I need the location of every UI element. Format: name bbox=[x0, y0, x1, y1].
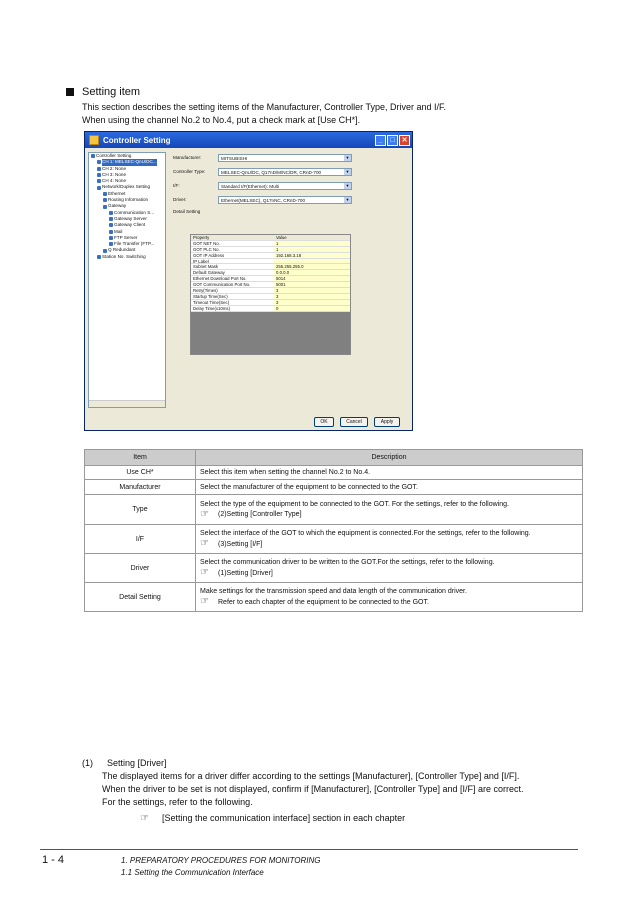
description-cell bbox=[196, 480, 583, 495]
tree-item-label: Routing Information bbox=[108, 197, 149, 203]
tree-node-icon bbox=[109, 217, 113, 221]
description-header: Description bbox=[196, 450, 583, 466]
tree-item-label: CH 3: None bbox=[102, 171, 127, 177]
property-value: 5001 bbox=[274, 282, 350, 287]
footer-chapter: 1. PREPARATORY PROCEDURES FOR MONITORING bbox=[121, 856, 321, 865]
description-cell bbox=[196, 466, 583, 480]
setting-heading: Setting [Driver] bbox=[107, 758, 167, 768]
window-titlebar bbox=[85, 132, 412, 148]
tree-node-icon bbox=[103, 198, 107, 202]
property-name: Delay Time(x10ms) bbox=[191, 306, 274, 311]
tree-node-icon bbox=[91, 154, 95, 158]
property-value: 0.0.0.0 bbox=[274, 270, 350, 275]
pointing-hand-icon: ☞ bbox=[200, 538, 209, 549]
tree-node-icon bbox=[109, 223, 113, 227]
tree-node-icon bbox=[103, 192, 107, 196]
tree-node-icon bbox=[109, 242, 113, 246]
chevron-down-icon: ▼ bbox=[345, 183, 350, 188]
tree-item-label: FTP Server bbox=[114, 234, 138, 240]
manufacturer-select[interactable] bbox=[218, 154, 352, 162]
if-label: I/F: bbox=[173, 183, 180, 188]
property-name: Subnet Mask bbox=[191, 264, 274, 269]
settings-tree[interactable] bbox=[88, 152, 166, 408]
pointing-hand-icon: ☞ bbox=[200, 596, 209, 607]
property-name: GOT IP Address bbox=[191, 253, 274, 258]
description-cell bbox=[196, 583, 583, 612]
description-cell bbox=[196, 554, 583, 583]
property-value: 1 bbox=[274, 241, 350, 246]
manufacturer-value: MITSUBISHI bbox=[221, 156, 248, 161]
footer-divider bbox=[40, 849, 578, 850]
setting-line-1: The displayed items for a driver differ according to the settings [Manufacturer], [Controller Type] and [I/F]. bbox=[102, 771, 520, 781]
page-number: 1 - 4 bbox=[42, 854, 65, 866]
controller-type-label: Controller Type: bbox=[173, 169, 206, 174]
intro-line-2: When using the channel No.2 to No.4, put a check mark at [Use CH*]. bbox=[82, 115, 361, 125]
pointing-hand-icon: ☞ bbox=[200, 567, 209, 578]
setting-line-2: When the driver to be set is not displayed, confirm if [Manufacturer], [Controller Type] and [I/F] are correct. bbox=[102, 784, 524, 794]
pointing-hand-icon: ☞ bbox=[200, 508, 209, 520]
bullet-square-icon bbox=[66, 88, 74, 96]
description-cell bbox=[196, 495, 583, 525]
property-value bbox=[274, 259, 350, 264]
tree-node-icon bbox=[97, 179, 101, 183]
property-value: 5014 bbox=[274, 276, 350, 281]
property-value: 3 bbox=[274, 294, 350, 299]
item-header: Item bbox=[85, 450, 196, 466]
property-name: Ethernet Download Port No. bbox=[191, 276, 274, 281]
description-text: Select the communication driver to be written to the GOT.For the settings, refer to the following. bbox=[200, 559, 495, 566]
window-title: Controller Setting bbox=[103, 135, 171, 145]
reference-text: Refer to each chapter of the equipment to be connected to the GOT. bbox=[218, 598, 429, 606]
if-select[interactable] bbox=[218, 182, 352, 190]
table-row bbox=[85, 466, 583, 480]
manufacturer-label: Manufacturer: bbox=[173, 155, 202, 160]
tree-item-label: Controller Setting bbox=[96, 153, 132, 158]
tree-item-label: Communication S... bbox=[114, 209, 155, 215]
description-text: Select the type of the equipment to be connected to the GOT. For the settings, refer to the following. bbox=[200, 500, 509, 508]
property-name: Retry(Times) bbox=[191, 288, 274, 293]
item-table bbox=[84, 449, 583, 612]
property-name: Timeout Time(Sec) bbox=[191, 300, 274, 305]
property-name: GOT Communication Port No. bbox=[191, 282, 274, 287]
tree-item-label: Ethernet bbox=[108, 190, 126, 196]
setting-ref: [Setting the communication interface] section in each chapter bbox=[162, 813, 406, 823]
tree-item-label: CH 4: None bbox=[102, 178, 127, 184]
property-value: Value bbox=[274, 235, 350, 240]
reference bbox=[200, 569, 578, 577]
reference-text: (2)Setting [Controller Type] bbox=[218, 511, 302, 518]
tree-node-icon bbox=[97, 160, 101, 164]
controller-type-value: MELSEC-QnU/DC, Q17nD/M/NC/DR, CRnD-700 bbox=[221, 170, 322, 175]
table-row bbox=[85, 525, 583, 554]
property-name: IP Label bbox=[191, 259, 274, 264]
driver-label: Driver: bbox=[173, 197, 187, 202]
tree-item-label: Gateway Server bbox=[114, 215, 147, 221]
cancel-button[interactable]: Cancel bbox=[340, 417, 368, 427]
item-cell: Type bbox=[85, 495, 196, 525]
controller-type-select[interactable] bbox=[218, 168, 352, 176]
tree-node-icon bbox=[97, 167, 101, 171]
description-text: Select the interface of the GOT to which the equipment is connected.For the settings, refer to the following. bbox=[200, 530, 531, 537]
tree-node-icon bbox=[109, 236, 113, 240]
item-cell: I/F bbox=[85, 525, 196, 554]
property-value: 3 bbox=[274, 300, 350, 305]
driver-value: Ethernet(MELSEC), Q17nNC, CRnD-700 bbox=[221, 198, 305, 203]
table-row bbox=[85, 554, 583, 583]
tree-item[interactable] bbox=[89, 254, 165, 260]
tree-item-label: Q Redundant bbox=[108, 247, 136, 253]
setting-driver-section bbox=[82, 757, 524, 825]
property-name: Default Gateway bbox=[191, 270, 274, 275]
chevron-down-icon: ▼ bbox=[345, 197, 350, 202]
tree-item-label: CH 2: None bbox=[102, 165, 127, 171]
property-name: GOT PLC No. bbox=[191, 247, 274, 252]
property-value: 0 bbox=[274, 306, 350, 311]
item-cell: Detail Setting bbox=[85, 583, 196, 612]
tree-node-icon bbox=[97, 255, 101, 259]
property-name: Property bbox=[191, 235, 274, 240]
tree-node-icon bbox=[97, 186, 101, 190]
property-name: Startup Time(Sec) bbox=[191, 294, 274, 299]
section-heading bbox=[66, 86, 140, 98]
item-cell: Use CH* bbox=[85, 466, 196, 480]
reference-text: (3)Setting [I/F] bbox=[218, 540, 263, 548]
pointing-hand-icon: ☞ bbox=[140, 812, 149, 824]
tree-item-label: Gateway Client bbox=[114, 222, 146, 228]
section-title: Setting item bbox=[82, 86, 141, 98]
tree-item-label: Station No. Switching bbox=[102, 253, 146, 259]
tree-node-icon bbox=[97, 173, 101, 177]
property-value: 255.255.255.0 bbox=[274, 264, 350, 269]
setting-number: (1) bbox=[82, 758, 93, 768]
tree-scrollbar[interactable] bbox=[89, 400, 165, 407]
property-value: 192.168.3.18 bbox=[274, 253, 350, 258]
reference bbox=[200, 540, 578, 548]
tree-item-label: Gateway bbox=[108, 203, 127, 209]
reference-text: (1)Setting [Driver] bbox=[218, 569, 273, 577]
maximize-icon[interactable]: □ bbox=[387, 135, 398, 146]
property-grid[interactable] bbox=[190, 234, 351, 355]
table-row bbox=[85, 495, 583, 525]
table-row bbox=[85, 480, 583, 495]
close-icon[interactable]: ✕ bbox=[399, 135, 410, 146]
tree-item-label: Network/Duplex Setting bbox=[102, 184, 151, 190]
controller-setting-window bbox=[84, 131, 413, 431]
tree-item-label: Mail bbox=[114, 228, 123, 234]
tree-item-label: File Transfer (FTP... bbox=[114, 241, 155, 247]
chevron-down-icon: ▼ bbox=[345, 155, 350, 160]
description-text: Make settings for the transmission speed and data length of the communication driver. bbox=[200, 588, 467, 595]
chevron-down-icon: ▼ bbox=[345, 169, 350, 174]
tree-node-icon bbox=[109, 230, 113, 234]
apply-button[interactable]: Apply bbox=[374, 417, 400, 427]
tree-item-label: CH 1: MELSEC-QnU/DC... bbox=[102, 159, 157, 165]
tree-node-icon bbox=[103, 249, 107, 253]
detail-setting-label: Detail Setting bbox=[173, 209, 201, 214]
description-text: Select this item when setting the channel No.2 to No.4. bbox=[200, 469, 371, 476]
table-row bbox=[85, 583, 583, 612]
if-value: Standard I/F(Ethernet): Multi bbox=[221, 184, 279, 189]
description-cell bbox=[196, 525, 583, 554]
item-cell: Manufacturer bbox=[85, 480, 196, 495]
reference bbox=[200, 508, 578, 520]
driver-select[interactable] bbox=[218, 196, 352, 204]
setting-line-3: For the settings, refer to the following. bbox=[102, 797, 253, 807]
footer-section: 1.1 Setting the Communication Interface bbox=[121, 868, 264, 877]
property-name: GOT NET No. bbox=[191, 241, 274, 246]
ok-button[interactable]: OK bbox=[314, 417, 334, 427]
app-icon bbox=[89, 135, 99, 145]
tree-node-icon bbox=[109, 211, 113, 215]
property-row[interactable] bbox=[191, 306, 350, 312]
description-text: Select the manufacturer of the equipment to be connected to the GOT. bbox=[200, 483, 418, 491]
tree-node-icon bbox=[103, 205, 107, 209]
reference bbox=[200, 598, 578, 606]
intro-line-1: This section describes the setting items of the Manufacturer, Controller Type, Driver and I/F. bbox=[82, 102, 446, 112]
property-value: 3 bbox=[274, 288, 350, 293]
item-cell: Driver bbox=[85, 554, 196, 583]
minimize-icon[interactable]: _ bbox=[375, 135, 386, 146]
property-value: 1 bbox=[274, 247, 350, 252]
